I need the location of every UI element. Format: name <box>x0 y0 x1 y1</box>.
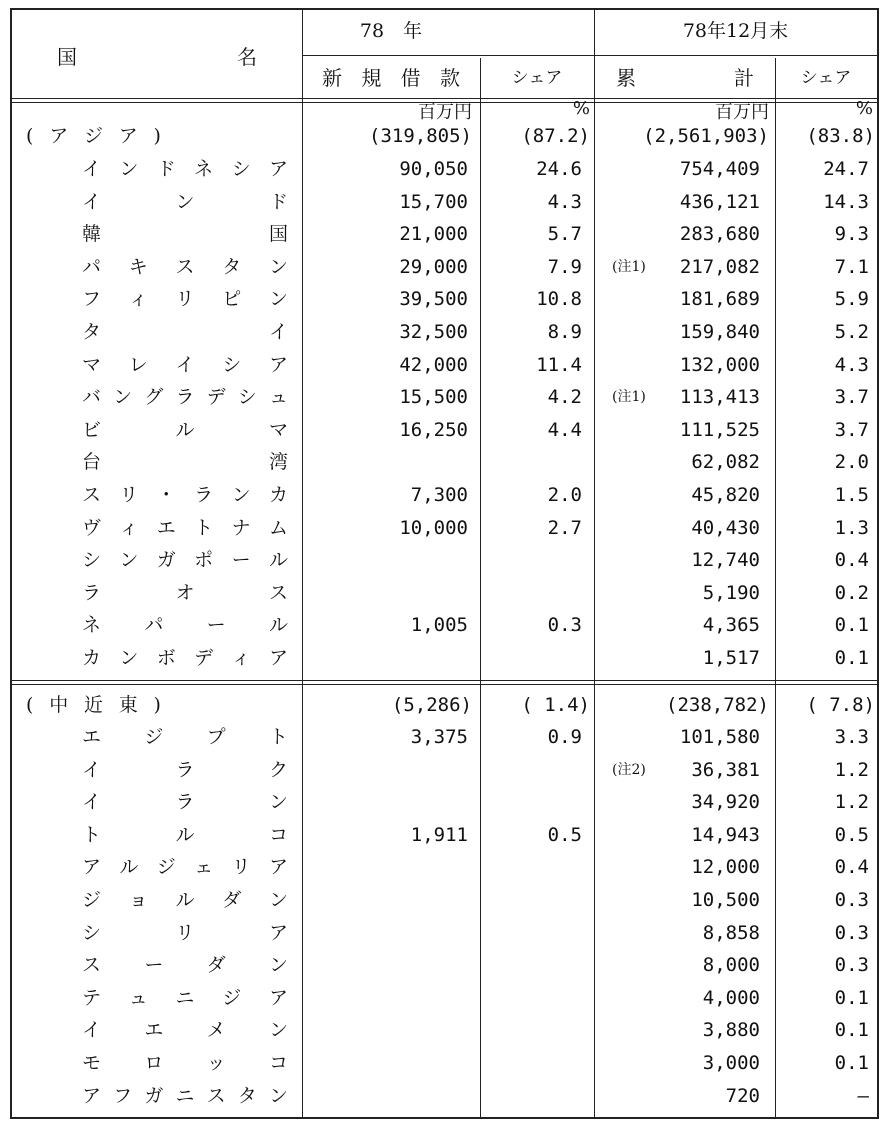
header-subrule <box>302 55 877 56</box>
country-name <box>82 551 288 570</box>
header-end-group: 78年12月末 <box>682 20 789 42</box>
country-name-char: ス <box>175 255 195 278</box>
section-label-char: ) <box>153 694 161 716</box>
share-value: 7.9 <box>547 255 582 278</box>
country-name-char: ム <box>268 516 288 539</box>
country-name-char: 湾 <box>268 451 288 474</box>
country-name-char: リ <box>119 484 139 506</box>
share-value: 4.4 <box>547 418 582 441</box>
country-name-char: ェ <box>194 856 214 879</box>
cumulative-value: 3,880 <box>702 1019 760 1042</box>
country-name-char: ン <box>268 1019 288 1042</box>
cumulative-share-value: 24.7 <box>823 158 869 180</box>
country-name-char: ロ <box>144 1052 164 1074</box>
country-name-char: オ <box>175 581 195 604</box>
header-char: 規 <box>361 66 382 90</box>
cumulative-total: (238,782) <box>666 694 769 716</box>
header-cumulative <box>616 68 754 88</box>
country-name-char: ス <box>206 1084 226 1107</box>
country-name-char: エ <box>144 1019 164 1042</box>
cumulative-share-value: 7.1 <box>834 255 869 278</box>
cumulative-value: 40,430 <box>691 516 760 539</box>
share-total: (87.2) <box>521 125 590 147</box>
country-name <box>82 225 288 244</box>
section-label-char: ( <box>26 125 34 147</box>
country-name-char: ア <box>268 647 288 669</box>
section-rule <box>12 680 877 681</box>
country-name-char: ジ <box>156 856 176 879</box>
country-name-char: タ <box>222 255 242 278</box>
new-loan-value: 1,911 <box>410 823 468 846</box>
country-name-char: フ <box>82 288 102 311</box>
new-loan-value: 15,700 <box>399 190 468 213</box>
country-name-char: ア <box>268 986 288 1009</box>
country-name <box>82 453 288 472</box>
country-name-char: グ <box>144 386 164 409</box>
country-name-char: ン <box>268 255 288 278</box>
cumulative-value: 8,858 <box>702 921 760 944</box>
country-name-char: リ <box>175 921 195 944</box>
country-name-char: ン <box>119 549 139 572</box>
share-value: 10.8 <box>536 288 582 311</box>
country-name <box>82 891 288 910</box>
share-value: 24.6 <box>536 158 582 180</box>
country-name <box>82 649 288 668</box>
cumulative-share-value: 3.7 <box>834 418 869 441</box>
country-name <box>82 353 288 376</box>
new-loan-value: 39,500 <box>399 288 468 311</box>
country-name <box>82 1021 288 1040</box>
new-loan-value: 32,500 <box>399 321 468 343</box>
cumulative-value: 132,000 <box>679 353 760 376</box>
country-name-char: ン <box>268 288 288 311</box>
section-label-char: 東 <box>118 694 138 716</box>
share-value: 0.9 <box>547 726 582 748</box>
country-name-char: シ <box>231 158 251 180</box>
cumulative-value: 720 <box>725 1084 760 1107</box>
share-value: 8.9 <box>547 321 582 343</box>
share-total: ( 1.4) <box>521 694 590 716</box>
cumulative-share-total: ( 7.8) <box>806 694 875 716</box>
country-name-char: ル <box>175 418 195 441</box>
note-mark: (注1) <box>612 258 646 275</box>
country-name-char: ュ <box>128 986 148 1009</box>
country-name <box>82 728 288 747</box>
header-char: 累 <box>616 66 636 90</box>
header-country <box>57 47 257 67</box>
country-name-char: イ <box>175 353 195 376</box>
section-label-char: ア <box>49 125 69 147</box>
country-name-char: プ <box>206 726 226 748</box>
country-name-char: エ <box>82 726 102 748</box>
country-name-char: ア <box>268 921 288 944</box>
country-name-char: ル <box>175 823 195 846</box>
country-name-char: ピ <box>222 288 242 311</box>
country-name-char: ジ <box>222 986 242 1009</box>
cumulative-share-total: (83.8) <box>806 125 875 147</box>
country-name-char: ラ <box>175 758 195 781</box>
country-name-char: ン <box>113 386 133 409</box>
country-name-char: タ <box>82 321 102 343</box>
cumulative-share-value: 0.1 <box>834 1052 869 1074</box>
country-name-char: リ <box>175 288 195 311</box>
country-name-char: ア <box>82 856 102 879</box>
country-name-char: ン <box>119 647 139 669</box>
country-name-char: ポ <box>194 549 214 572</box>
header-new-loans <box>322 68 460 88</box>
country-name-char: コ <box>268 823 288 846</box>
country-name <box>82 418 288 441</box>
unit-yen-1: 百万円 <box>418 102 472 123</box>
country-name-char: フ <box>113 1084 133 1107</box>
country-name-char: モ <box>82 1052 102 1074</box>
cumulative-value: 8,000 <box>702 954 760 977</box>
cumulative-share-value: 0.5 <box>834 823 869 846</box>
country-name-char: イ <box>82 791 102 814</box>
new-loan-value: 42,000 <box>399 353 468 376</box>
country-name-char: ル <box>175 889 195 911</box>
cumulative-share-value: 4.3 <box>834 353 869 376</box>
country-name-char: ー <box>144 954 164 977</box>
new-loan-value: 90,050 <box>399 158 468 180</box>
country-name-char: ガ <box>156 549 176 572</box>
header-share2: シェア <box>800 68 852 88</box>
country-name-char: ト <box>194 516 214 539</box>
country-name-char: ガ <box>144 1084 164 1107</box>
country-name <box>82 486 288 505</box>
share-value: 0.5 <box>547 823 582 846</box>
col-rule <box>480 58 481 1117</box>
new-loan-value: 10,000 <box>399 516 468 539</box>
cumulative-share-value: 5.9 <box>834 288 869 311</box>
country-name <box>82 793 288 812</box>
country-name-char: イ <box>82 158 102 180</box>
section-label-char: 中 <box>49 694 69 716</box>
country-name-char: ン <box>175 190 195 213</box>
cumulative-value: 14,943 <box>691 823 760 846</box>
header-share: シェア <box>511 68 563 88</box>
country-name-char: エ <box>156 516 176 539</box>
country-name-char: ン <box>268 791 288 814</box>
country-name-char: ョ <box>128 889 148 911</box>
country-name-char: ラ <box>194 484 214 506</box>
country-name-char: ア <box>268 158 288 180</box>
header-year-group: 78 年 <box>359 20 423 42</box>
country-name-char: カ <box>268 484 288 506</box>
section-label-char: 近 <box>83 694 103 716</box>
share-value: 4.2 <box>547 386 582 409</box>
country-name-char: ィ <box>119 516 139 539</box>
share-value: 4.3 <box>547 190 582 213</box>
cumulative-share-value: 9.3 <box>834 223 869 246</box>
cumulative-share-value: 3.3 <box>834 726 869 748</box>
country-name-char: テ <box>82 986 102 1009</box>
cumulative-value: 4,000 <box>702 986 760 1009</box>
country-name-char: ・ <box>156 484 176 506</box>
country-name-char: タ <box>237 1084 257 1107</box>
country-name-char: 韓 <box>82 223 102 246</box>
section-label-char: ア <box>118 125 138 147</box>
cumulative-share-value: — <box>857 1084 869 1107</box>
cumulative-share-value: 0.1 <box>834 986 869 1009</box>
country-name-char: カ <box>82 647 102 669</box>
country-name <box>82 388 288 407</box>
country-name-char: ン <box>268 889 288 911</box>
country-name-char: イ <box>82 1019 102 1042</box>
share-value: 11.4 <box>536 353 582 376</box>
cumulative-value: 3,000 <box>702 1052 760 1074</box>
cumulative-share-value: 1.5 <box>834 484 869 506</box>
country-name-char: ィ <box>231 647 251 669</box>
cumulative-share-value: 0.1 <box>834 1019 869 1042</box>
country-name <box>82 823 288 846</box>
country-name <box>82 323 288 342</box>
new-loan-value: 16,250 <box>399 418 468 441</box>
share-value: 0.3 <box>547 614 582 637</box>
country-name-char: ュ <box>268 386 288 409</box>
country-name-char: ア <box>268 353 288 376</box>
header-char: 新 <box>322 66 342 90</box>
country-name-char: ビ <box>82 418 102 441</box>
cumulative-share-value: 3.7 <box>834 386 869 409</box>
country-name-char: ク <box>268 758 288 781</box>
cumulative-value: 754,409 <box>679 158 760 180</box>
section-rule-double <box>12 684 877 685</box>
country-name-char: シ <box>222 353 242 376</box>
cumulative-value: 101,580 <box>679 726 760 748</box>
country-name-char: デ <box>194 647 214 669</box>
country-name <box>82 255 288 278</box>
country-name-char: ル <box>119 856 139 879</box>
country-name-char: ボ <box>156 647 176 669</box>
cumulative-share-value: 0.1 <box>834 614 869 637</box>
country-name-char: ン <box>268 954 288 977</box>
section-label-char: ジ <box>83 125 103 147</box>
country-name-char: ン <box>268 1084 288 1107</box>
header-char: 款 <box>439 66 460 90</box>
unit-yen-2: 百万円 <box>715 102 769 123</box>
section-label-char: ) <box>153 125 161 147</box>
unit-pct-2: % <box>855 98 873 119</box>
country-name-char: ダ <box>222 889 242 911</box>
cumulative-share-value: 0.3 <box>834 921 869 944</box>
cumulative-share-value: 0.3 <box>834 954 869 977</box>
country-name <box>82 1054 288 1073</box>
country-name-char: シ <box>82 549 102 572</box>
cumulative-value: 217,082 <box>679 255 760 278</box>
cumulative-total: (2,561,903) <box>643 125 769 147</box>
country-name-char: ト <box>268 726 288 748</box>
header-char: 計 <box>734 66 754 90</box>
cumulative-value: 45,820 <box>691 484 760 506</box>
country-name-char: ィ <box>128 288 148 311</box>
cumulative-value: 34,920 <box>691 791 760 814</box>
header-country-char: 国 <box>57 45 77 69</box>
country-name-char: ナ <box>231 516 251 539</box>
header-rule <box>12 98 877 99</box>
country-name-char: ラ <box>82 581 102 604</box>
cumulative-value: 159,840 <box>679 321 760 343</box>
section-label-char: ( <box>26 694 34 716</box>
country-name <box>82 858 288 877</box>
cumulative-value: 113,413 <box>679 386 760 409</box>
country-name <box>82 616 288 635</box>
cumulative-value: 10,500 <box>691 889 760 911</box>
country-name-char: ニ <box>175 1084 195 1107</box>
country-name-char: シ <box>237 386 257 409</box>
country-name-char: ー <box>231 549 251 572</box>
country-name <box>82 160 288 179</box>
cumulative-share-value: 0.4 <box>834 856 869 879</box>
country-name-char: 台 <box>82 451 102 474</box>
country-name-char: パ <box>144 614 164 637</box>
country-name-char: ジ <box>144 726 164 748</box>
header-char: 借 <box>400 66 421 90</box>
unit-pct-1: % <box>572 98 590 119</box>
country-name-char: パ <box>82 255 102 278</box>
country-name-char: シ <box>82 921 102 944</box>
country-name <box>82 290 288 309</box>
country-name-char: イ <box>268 321 288 343</box>
cumulative-value: 181,689 <box>679 288 760 311</box>
new-loan-value: 1,005 <box>410 614 468 637</box>
country-name-char: マ <box>82 353 102 376</box>
cumulative-share-value: 0.4 <box>834 549 869 572</box>
note-mark: (注1) <box>612 389 646 406</box>
share-value: 2.0 <box>547 484 582 506</box>
country-name-char: ア <box>82 1084 102 1107</box>
country-name-char: ニ <box>175 986 195 1009</box>
section-label-asia <box>26 127 161 146</box>
country-name-char: ー <box>206 614 226 637</box>
cumulative-value: 283,680 <box>679 223 760 246</box>
country-name <box>82 758 288 781</box>
country-name <box>82 190 288 213</box>
country-name-char: ラ <box>175 386 195 409</box>
cumulative-value: 62,082 <box>691 451 760 474</box>
country-name-char: ス <box>82 954 102 977</box>
share-value: 2.7 <box>547 516 582 539</box>
cumulative-value: 12,740 <box>691 549 760 572</box>
cumulative-share-value: 5.2 <box>834 321 869 343</box>
country-name-char: ネ <box>82 614 102 637</box>
country-name-char: 国 <box>268 223 288 246</box>
country-name <box>82 1084 288 1107</box>
country-name-char: ア <box>268 856 288 879</box>
country-name-char: コ <box>268 1052 288 1074</box>
cumulative-value: 12,000 <box>691 856 760 879</box>
country-name <box>82 581 288 604</box>
country-name-char: ジ <box>82 889 102 911</box>
cumulative-value: 436,121 <box>679 190 760 213</box>
header-country-char: 名 <box>237 45 257 69</box>
cumulative-value: 4,365 <box>702 614 760 637</box>
cumulative-value: 111,525 <box>679 418 760 441</box>
cumulative-share-value: 14.3 <box>823 190 869 213</box>
country-name-char: マ <box>268 418 288 441</box>
country-name-char: バ <box>82 386 102 409</box>
country-name <box>82 921 288 944</box>
cumulative-share-value: 1.3 <box>834 516 869 539</box>
new-loan-total: (5,286) <box>391 694 472 716</box>
cumulative-share-value: 0.2 <box>834 581 869 604</box>
cumulative-share-value: 1.2 <box>834 758 869 781</box>
country-name-char: ル <box>268 549 288 572</box>
cumulative-share-value: 2.0 <box>834 451 869 474</box>
country-name-char: デ <box>206 386 226 409</box>
new-loan-value: 15,500 <box>399 386 468 409</box>
country-name <box>82 956 288 975</box>
cumulative-share-value: 0.3 <box>834 889 869 911</box>
country-name-char: ン <box>119 158 139 180</box>
new-loan-total: (319,805) <box>369 125 472 147</box>
country-name-char: ド <box>268 190 288 213</box>
country-name-char: リ <box>231 856 251 879</box>
share-value: 5.7 <box>547 223 582 246</box>
country-name <box>82 986 288 1009</box>
country-name-char: ッ <box>206 1052 226 1074</box>
country-name-char: ス <box>268 581 288 604</box>
cumulative-share-value: 1.2 <box>834 791 869 814</box>
country-name <box>82 516 288 539</box>
country-name-char: イ <box>82 758 102 781</box>
cumulative-value: 36,381 <box>691 758 760 781</box>
cumulative-value: 1,517 <box>702 647 760 669</box>
cumulative-share-value: 0.1 <box>834 647 869 669</box>
country-name-char: ン <box>231 484 251 506</box>
note-mark: (注2) <box>612 761 646 778</box>
country-name-char: メ <box>206 1019 226 1042</box>
country-name-char: ル <box>268 614 288 637</box>
new-loan-value: 3,375 <box>410 726 468 748</box>
country-name-char: ネ <box>194 158 214 180</box>
country-name-char: イ <box>82 190 102 213</box>
country-name-char: ラ <box>175 791 195 814</box>
country-name-char: ダ <box>206 954 226 977</box>
country-name-char: キ <box>128 255 148 278</box>
country-name-char: ド <box>156 158 176 180</box>
new-loan-value: 21,000 <box>399 223 468 246</box>
new-loan-value: 29,000 <box>399 255 468 278</box>
cumulative-value: 5,190 <box>702 581 760 604</box>
loan-table <box>10 8 879 1119</box>
section-label-mideast <box>26 696 161 715</box>
country-name-char: ヴ <box>82 516 102 539</box>
country-name-char: ト <box>82 823 102 846</box>
new-loan-value: 7,300 <box>410 484 468 506</box>
country-name-char: レ <box>128 353 148 376</box>
country-name-char: ス <box>82 484 102 506</box>
